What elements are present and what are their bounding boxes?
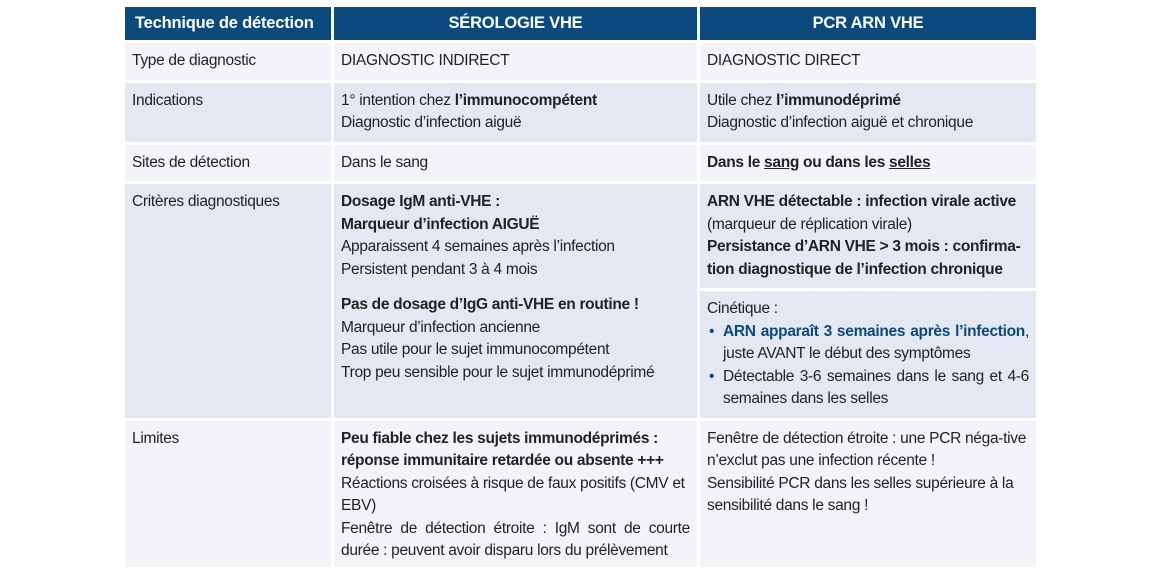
bold-text: ARN VHE détectable : infection virale active xyxy=(707,193,1016,210)
text: (marqueur de réplication virale) xyxy=(707,215,912,233)
pcr-cell xyxy=(700,145,1036,182)
igm-title: Dosage IgM anti-VHE : xyxy=(341,193,501,210)
row-sites xyxy=(125,145,1036,182)
text: Diagnostic d’infection aiguë xyxy=(341,114,522,131)
row-label: Indications xyxy=(125,83,331,142)
text: Apparaissent 4 semaines après l’infection xyxy=(341,238,615,255)
serologie-cell xyxy=(334,421,697,567)
bold-text: tion diagnostique de l’infection chronique xyxy=(707,260,1003,278)
row-label: Type de diagnostic xyxy=(125,43,331,80)
row-criteres xyxy=(125,184,1036,418)
underlined-text: sang xyxy=(764,153,800,171)
row-indications xyxy=(125,83,1036,142)
text: Dans le xyxy=(707,153,765,171)
bold-text: l’immunocompétent xyxy=(454,91,597,109)
text: 1° intention chez xyxy=(341,91,455,109)
pcr-kinetics-block xyxy=(700,291,1036,418)
text: Réactions croisées à risque de faux positifs (CMV et EBV) xyxy=(341,474,685,514)
comparison-table xyxy=(122,4,1039,570)
text: Sensibilité PCR dans les selles supérieure à la sensibilité dans le sang ! xyxy=(707,474,1014,514)
bold-text: Peu fiable chez les sujets immunodéprimés : xyxy=(341,429,659,447)
text: , juste AVANT le début des symptômes xyxy=(723,322,1029,362)
text: ou dans les xyxy=(799,153,890,171)
highlight-text: ARN apparaît 3 semaines après l’infection xyxy=(723,322,1025,340)
text: Fenêtre de détection étroite : une PCR néga-tive n’exclut pas une infection récente ! xyxy=(707,429,1027,469)
row-type-diagnostic xyxy=(125,43,1036,80)
list-item xyxy=(707,321,1029,366)
serologie-cell: DIAGNOSTIC INDIRECT xyxy=(334,43,697,80)
igm-subtitle: Marqueur d’infection AIGUË xyxy=(341,215,540,233)
row-label: Sites de détection xyxy=(125,145,331,182)
kinetics-list xyxy=(707,321,1029,411)
serologie-cell: Dans le sang xyxy=(334,145,697,182)
text: Persistent pendant 3 à 4 mois xyxy=(341,260,538,278)
list-item: • Détectable 3-6 semaines dans le sang et 4-6 semaines dans les selles xyxy=(707,366,1029,411)
pcr-criteria-block xyxy=(700,184,1036,288)
serologie-cell xyxy=(334,83,697,142)
text: Utile chez xyxy=(707,91,777,109)
serologie-cell xyxy=(334,184,697,418)
bold-text: Persistance d’ARN VHE > 3 mois : confirma- xyxy=(707,238,1021,255)
bold-text: l’immunodéprimé xyxy=(776,91,901,109)
row-limites xyxy=(125,421,1036,567)
text: Marqueur d’infection ancienne xyxy=(341,318,540,336)
header-pcr: PCR ARN VHE xyxy=(700,7,1036,40)
text: Pas utile pour le sujet immunocompétent xyxy=(341,341,610,358)
header-row xyxy=(125,7,1036,40)
text: Fenêtre de détection étroite : IgM sont de courte durée : peuvent avoir disparu lors du prélèvement xyxy=(341,519,690,559)
pcr-cell xyxy=(700,83,1036,142)
text: Diagnostic d’infection aiguë et chronique xyxy=(707,114,974,131)
igg-title: Pas de dosage d’IgG anti-VHE en routine ! xyxy=(341,296,639,313)
pcr-cell xyxy=(700,421,1036,567)
pcr-cell xyxy=(700,184,1036,418)
header-technique: Technique de détection xyxy=(125,7,331,40)
underlined-text: selles xyxy=(889,153,931,171)
text: Trop peu sensible pour le sujet immunodéprimé xyxy=(341,363,655,381)
header-serologie: SÉROLOGIE VHE xyxy=(334,7,697,40)
row-label: Limites xyxy=(125,421,331,567)
bold-text: réponse immunitaire retardée ou absente +++ xyxy=(341,452,664,469)
row-label: Critères diagnostiques xyxy=(125,184,331,418)
pcr-cell: DIAGNOSTIC DIRECT xyxy=(700,43,1036,80)
kinetics-title: Cinétique : xyxy=(707,300,778,317)
